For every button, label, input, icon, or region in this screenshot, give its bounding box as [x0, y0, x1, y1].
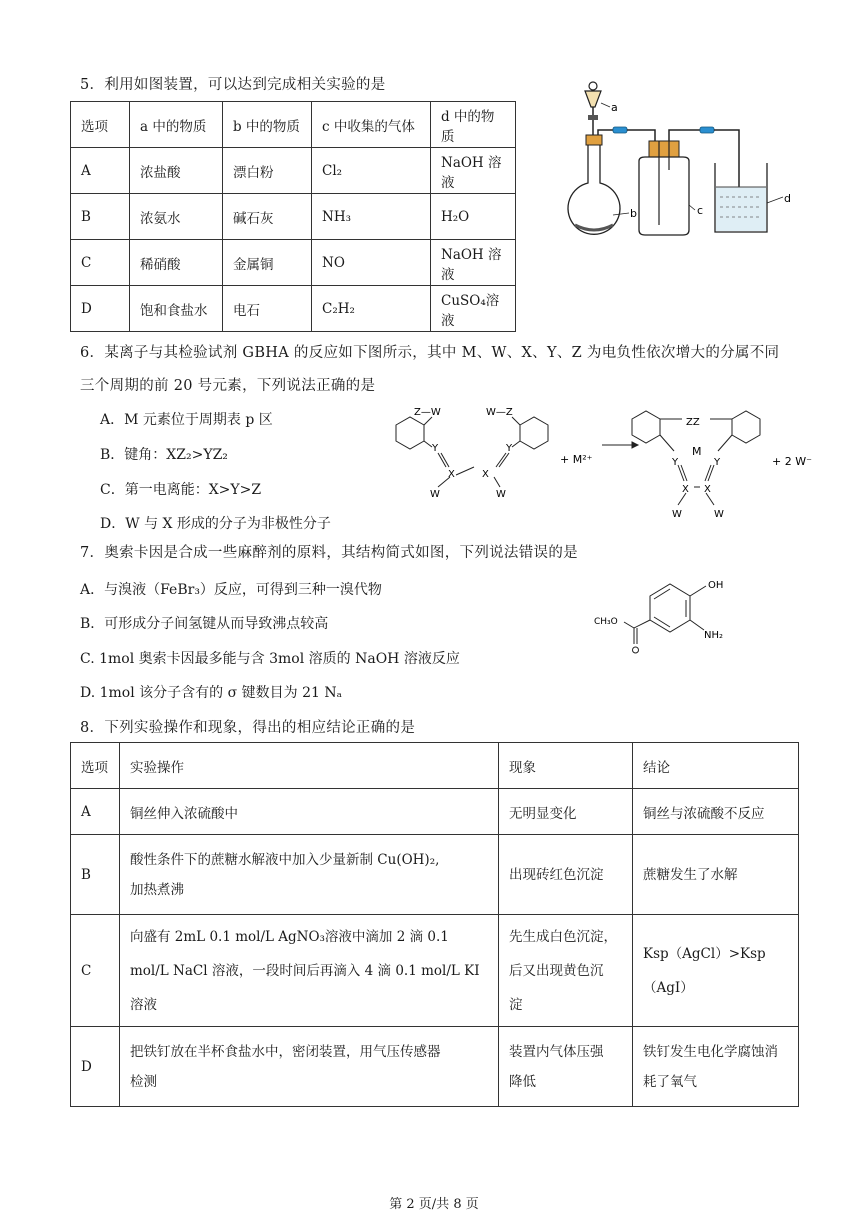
q8-conclusion-cell — [633, 789, 799, 835]
q8-conclusion-cell — [633, 915, 799, 1027]
q8-stem: 8．下列实验操作和现象，得出的相应结论正确的是 — [80, 720, 416, 736]
struct-oh: OH — [708, 580, 724, 591]
cell-line: 淀 — [509, 996, 523, 1013]
reaction-scheme — [370, 395, 840, 525]
q6-option-c: C．第一电离能：X>Y>Z — [100, 482, 262, 498]
struct-ch3o: CH₃O — [594, 617, 618, 627]
q5-cell: 浓盐酸 — [130, 148, 223, 194]
q6-option-d: D．W 与 X 形成的分子为非极性分子 — [100, 516, 331, 532]
scheme-y: Y — [672, 457, 679, 468]
q8-phenomenon-cell — [499, 1027, 633, 1107]
q5-header-cell: b 中的物质 — [223, 102, 312, 148]
scheme-x: X — [448, 469, 455, 480]
table-row — [71, 148, 516, 194]
q8-phenomenon-cell — [499, 835, 633, 915]
struct-nh2: NH₂ — [704, 630, 724, 641]
q8-option-cell: D — [71, 1027, 120, 1107]
scheme-w: W — [672, 509, 682, 520]
q8-conclusion-cell — [633, 835, 799, 915]
scheme-m: M — [692, 445, 702, 458]
scheme-plus-m: + M²⁺ — [560, 453, 593, 466]
q6-option-b: B．键角：XZ₂>YZ₂ — [100, 447, 228, 463]
q5-cell: 稀硝酸 — [130, 240, 223, 286]
q6-stem-line1: 6．某离子与其检验试剂 GBHA 的反应如下图所示，其中 M、W、X、Y、Z 为电负性依次增大的分属不同 — [80, 345, 780, 361]
scheme-x: X — [482, 469, 489, 480]
q7-option-a: A．与溴液（FeBr₃）反应，可得到三种一溴代物 — [80, 582, 382, 598]
q5-cell: 浓氨水 — [130, 194, 223, 240]
label-a: a — [611, 101, 618, 114]
q5-cell: B — [71, 194, 130, 240]
q7-option-b: B．可形成分子间氢键从而导致沸点较高 — [80, 616, 329, 632]
table-row — [71, 194, 516, 240]
table-row — [71, 789, 799, 835]
cell-line: 出现砖红色沉淀 — [509, 866, 604, 883]
q7-option-c: C. 1mol 奥索卡因最多能与含 3mol 溶质的 NaOH 溶液反应 — [80, 651, 460, 667]
cell-line: 耗了氧气 — [643, 1073, 697, 1090]
scheme-w: W — [496, 489, 506, 500]
q8-header-cell: 选项 — [71, 743, 120, 789]
scheme-y: Y — [432, 443, 439, 454]
q5-cell: A — [71, 148, 130, 194]
q8-header-cell: 现象 — [499, 743, 633, 789]
scheme-w: W — [430, 489, 440, 500]
cell-line: 酸性条件下的蔗糖水解液中加入少量新制 Cu(OH)₂, — [130, 851, 440, 868]
scheme-y: Y — [714, 457, 721, 468]
table-row — [71, 286, 516, 332]
q8-operation-cell — [120, 1027, 499, 1107]
cell-line: 铜丝伸入浓硫酸中 — [130, 805, 238, 822]
q8-phenomenon-cell — [499, 789, 633, 835]
cell-line: 先生成白色沉淀， — [509, 928, 617, 945]
q8-option-cell: A — [71, 789, 120, 835]
q5-cell: 碱石灰 — [223, 194, 312, 240]
q5-stem: 5．利用如图装置，可以达到完成相关实验的是 — [80, 77, 386, 93]
scheme-zw: Z—W — [414, 407, 441, 418]
q5-cell: NaOH 溶液 — [431, 148, 516, 194]
cell-line: 把铁钉放在半杯食盐水中，密闭装置，用气压传感器 — [130, 1043, 441, 1060]
q6-option-a: A．M 元素位于周期表 p 区 — [100, 412, 273, 428]
table-row — [71, 1027, 799, 1107]
q5-cell: 电石 — [223, 286, 312, 332]
cell-line: 铁钉发生电化学腐蚀消 — [643, 1043, 778, 1060]
q5-cell: D — [71, 286, 130, 332]
page-footer: 第 2 页/共 8 页 — [389, 1197, 479, 1212]
scheme-w: W — [714, 509, 724, 520]
label-b: b — [630, 207, 637, 220]
cell-line: 检测 — [130, 1073, 157, 1090]
q8-conclusion-cell — [633, 1027, 799, 1107]
q5-cell: H₂O — [431, 194, 516, 240]
cell-line: Ksp（AgCl）>Ksp（AgI） — [643, 945, 766, 996]
q5-header-cell: a 中的物质 — [130, 102, 223, 148]
q5-cell: NaOH 溶液 — [431, 240, 516, 286]
cell-line: 装置内气体压强 — [509, 1043, 604, 1060]
cell-line: 无明显变化 — [509, 805, 577, 822]
q5-cell: 饱和食盐水 — [130, 286, 223, 332]
q8-option-cell: B — [71, 835, 120, 915]
scheme-wz: W—Z — [486, 407, 513, 418]
scheme-x: X — [704, 484, 711, 495]
apparatus-figure — [555, 75, 805, 245]
cell-line: mol/L NaCl 溶液，一段时间后再滴入 4 滴 0.1 mol/L KI — [130, 962, 480, 979]
q8-table — [70, 742, 799, 1107]
q5-cell: CuSO₄溶液 — [431, 286, 516, 332]
q5-header-cell: c 中收集的气体 — [312, 102, 431, 148]
q7-option-d: D. 1mol 该分子含有的 σ 键数目为 21 Nₐ — [80, 685, 342, 701]
q5-table — [70, 101, 516, 332]
cell-line: 加热煮沸 — [130, 881, 184, 898]
q8-operation-cell — [120, 915, 499, 1027]
table-row — [71, 240, 516, 286]
q6-stem-line2: 三个周期的前 20 号元素，下列说法正确的是 — [80, 378, 376, 394]
q5-cell: C — [71, 240, 130, 286]
q8-phenomenon-cell — [499, 915, 633, 1027]
q8-operation-cell — [120, 835, 499, 915]
q8-header-cell: 结论 — [633, 743, 799, 789]
q5-cell: 金属铜 — [223, 240, 312, 286]
q5-cell: Cl₂ — [312, 148, 431, 194]
label-c: c — [697, 204, 704, 217]
cell-line: 蔗糖发生了水解 — [643, 866, 738, 883]
q5-header-cell: d 中的物质 — [431, 102, 516, 148]
q5-cell: NH₃ — [312, 194, 431, 240]
q5-header-cell: 选项 — [71, 102, 130, 148]
cell-line: 铜丝与浓硫酸不反应 — [643, 805, 765, 822]
scheme-plus-w: + 2 W⁻ — [772, 455, 812, 468]
scheme-zz: ZZ — [686, 417, 700, 428]
q5-cell: 漂白粉 — [223, 148, 312, 194]
scheme-x: X — [682, 484, 689, 495]
orthocaine-structure — [590, 570, 750, 660]
q8-header-cell: 实验操作 — [120, 743, 499, 789]
cell-line: 后又出现黄色沉 — [509, 962, 604, 979]
q7-stem: 7．奥索卡因是合成一些麻醉剂的原料，其结构简式如图，下列说法错误的是 — [80, 545, 578, 561]
cell-line: 向盛有 2mL 0.1 mol/L AgNO₃溶液中滴加 2 滴 0.1 — [130, 928, 449, 945]
scheme-y: Y — [506, 443, 513, 454]
q8-operation-cell — [120, 789, 499, 835]
cell-line: 降低 — [509, 1073, 536, 1090]
table-row — [71, 835, 799, 915]
q5-cell: NO — [312, 240, 431, 286]
label-d: d — [784, 192, 791, 205]
q5-cell: C₂H₂ — [312, 286, 431, 332]
q8-option-cell: C — [71, 915, 120, 1027]
table-row — [71, 915, 799, 1027]
cell-line: 溶液 — [130, 996, 157, 1013]
